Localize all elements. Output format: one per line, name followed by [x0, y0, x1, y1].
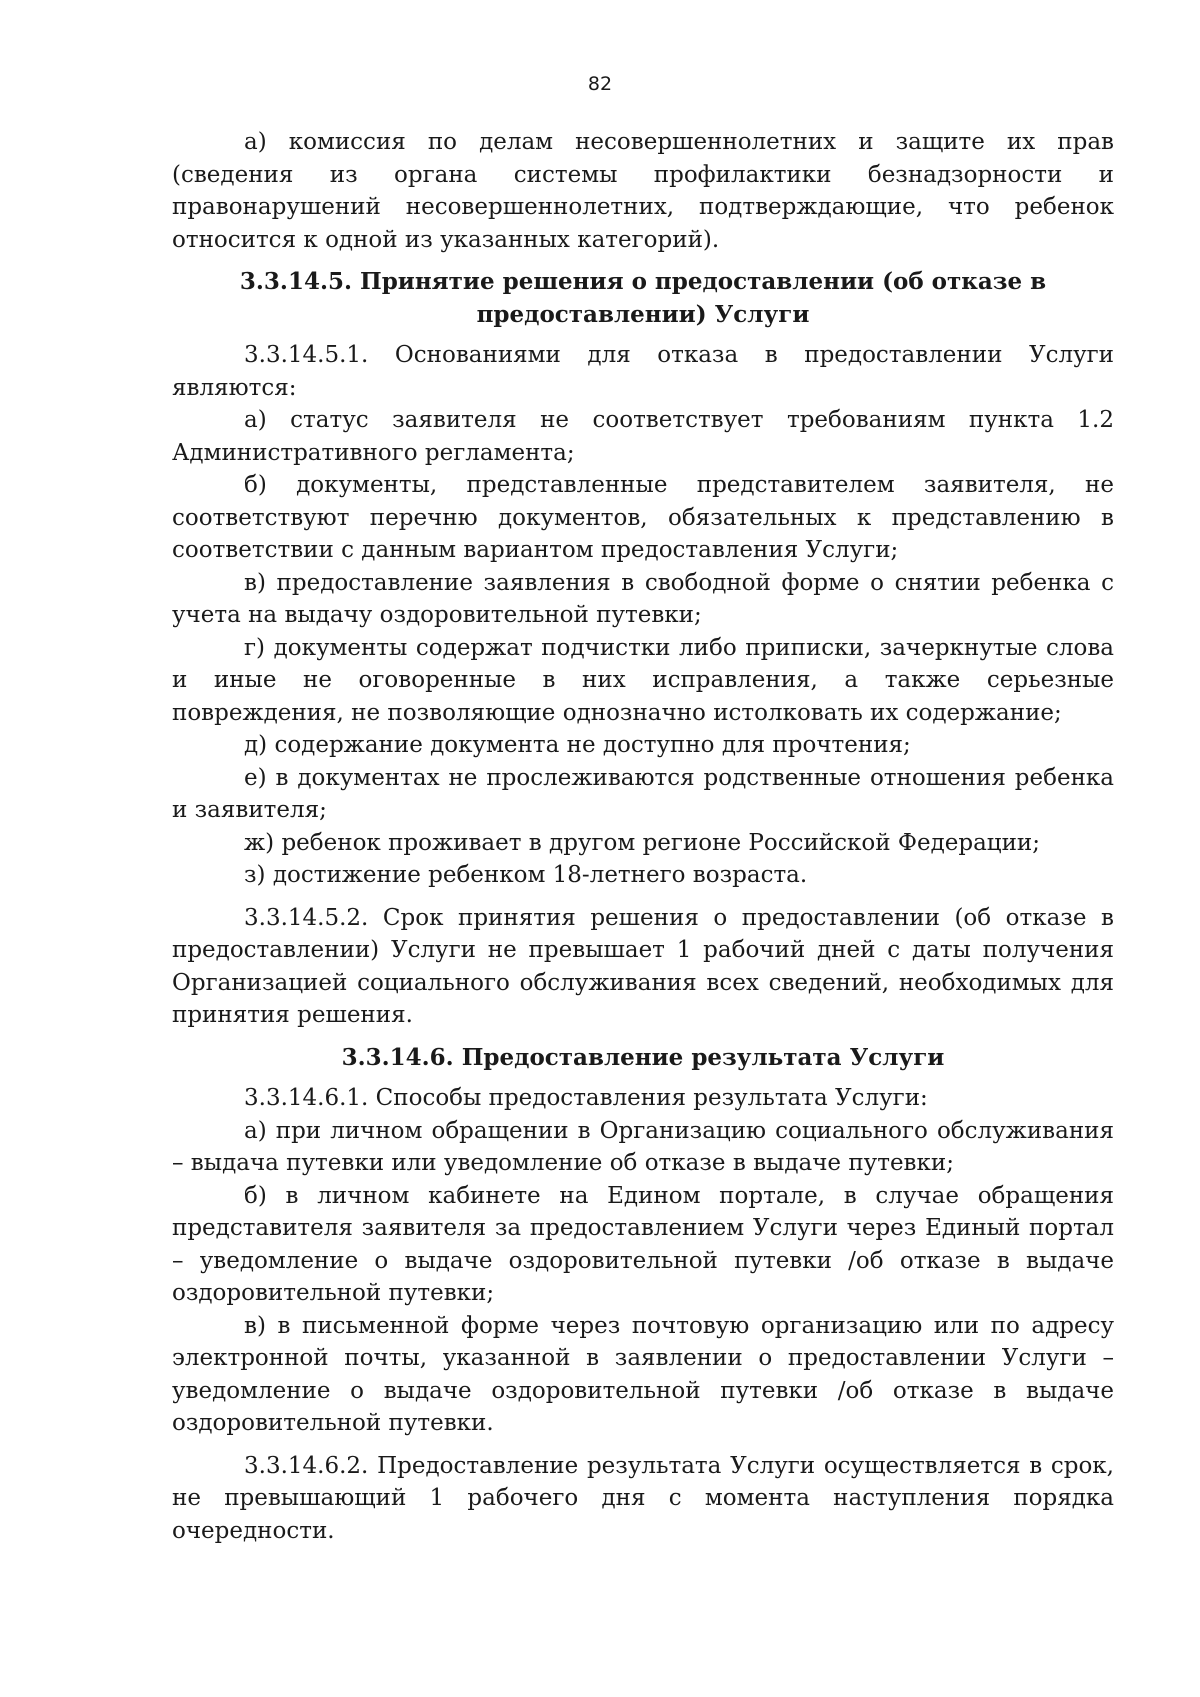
list-item-refusal-e: е) в документах не прослеживаются родственные отношения ребенка и заявителя; — [172, 764, 1114, 823]
heading-3-3-14-6: 3.3.14.6. Предоставление результата Услуги — [341, 1043, 945, 1071]
paragraph-3-3-14-5-2: 3.3.14.5.2. Срок принятия решения о предоставлении (об отказе в предоставлении) Услуги не превышает 1 рабочий дней с даты получения Организацией социального обслуживания всех сведений, необходимых для принятия решения. — [172, 904, 1114, 1028]
list-item-refusal-z: з) достижение ребенком 18-летнего возраста. — [244, 862, 808, 888]
list-item-refusal-v: в) предоставление заявления в свободной форме о снятии ребенка с учета на выдачу оздоровительной путевки; — [172, 569, 1114, 628]
list-item-refusal-b: б) документы, представленные представителем заявителя, не соответствуют перечню документов, обязательных к представлению в соответствии с данным вариантом предоставления Услуги; — [172, 472, 1114, 563]
paragraph-3-3-14-6-1: 3.3.14.6.1. Способы предоставления результата Услуги: — [244, 1085, 928, 1111]
list-item-result-v: в) в письменной форме через почтовую организацию или по адресу электронной почты, указанной в заявлении о предоставлении Услуги – уведомление о выдаче оздоровительной путевки /об отказе в выдаче оздоровительной путевки. — [172, 1312, 1114, 1436]
document-body — [172, 126, 1114, 1547]
page-number: 82 — [587, 73, 613, 95]
paragraph-3-3-14-6-2: 3.3.14.6.2. Предоставление результата Услуги осуществляется в срок, не превышающий 1 рабочего дня с момента наступления порядка очередности. — [172, 1452, 1114, 1544]
paragraph-commission: а) комиссия по делам несовершеннолетних и защите их прав (сведения из органа системы профилактики безнадзорности и правонарушений несовершеннолетних, подтверждающие, что ребенок относится к одной из указанных категорий). — [172, 129, 1114, 253]
list-item-result-b: б) в личном кабинете на Едином портале, в случае обращения представителя заявителя за предоставлением Услуги через Единый портал – уведомление о выдаче оздоровительной путевки /об отказе в выдаче оздоровительной путевки; — [172, 1182, 1114, 1306]
list-item-refusal-a: а) статус заявителя не соответствует требованиям пункта 1.2 Административного регламента; — [172, 407, 1114, 466]
heading-3-3-14-5-line-2: предоставлении) Услуги — [476, 300, 810, 328]
list-item-refusal-g: г) документы содержат подчистки либо приписки, зачеркнутые слова и иные не оговоренные в них исправления, а также серьезные повреждения, не позволяющие однозначно истолковать их содержание; — [172, 634, 1114, 726]
list-item-refusal-zh: ж) ребенок проживает в другом регионе Российской Федерации; — [244, 829, 1040, 856]
list-item-refusal-d: д) содержание документа не доступно для прочтения; — [244, 732, 911, 758]
heading-3-3-14-5 — [172, 266, 1114, 331]
list-item-result-a: а) при личном обращении в Организацию социального обслуживания – выдача путевки или уведомление об отказе в выдаче путевки; — [172, 1117, 1114, 1176]
heading-3-3-14-5-line-1: 3.3.14.5. Принятие решения о предоставлении (об отказе в — [239, 268, 1047, 295]
paragraph-3-3-14-5-1: 3.3.14.5.1. Основаниями для отказа в предоставлении Услуги являются: — [172, 342, 1114, 401]
